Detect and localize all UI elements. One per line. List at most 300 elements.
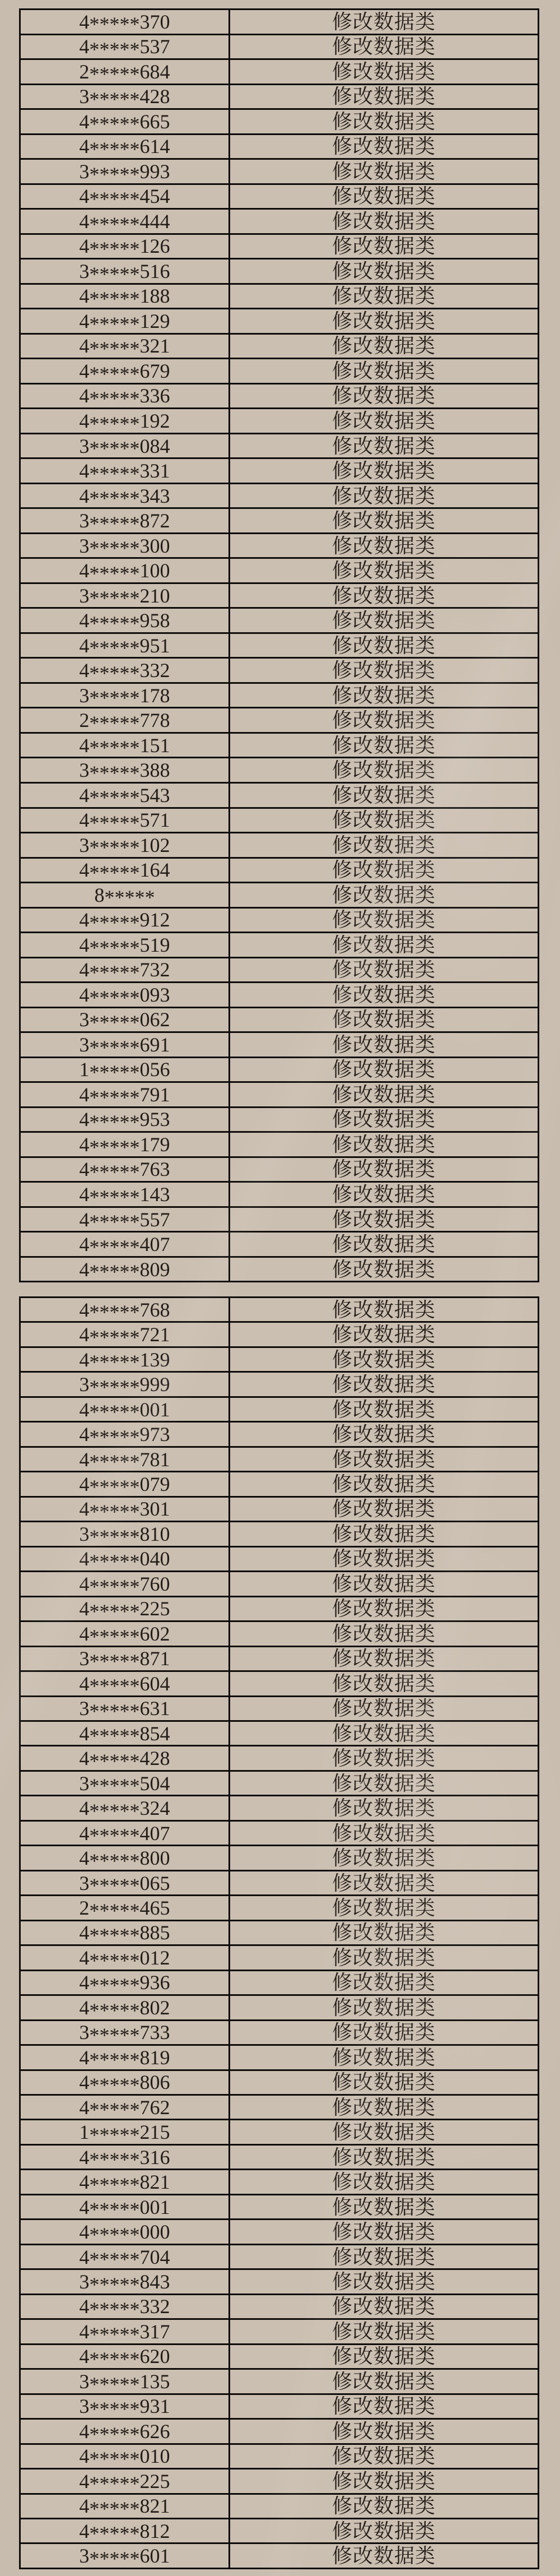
table-row (21, 283, 538, 308)
category-cell: 修改数据类 (228, 2120, 538, 2143)
table-row (21, 2443, 538, 2468)
table-row (21, 2393, 538, 2418)
table-row (21, 1231, 538, 1256)
masked-id-cell: 3 ***** 691 (79, 1033, 170, 1057)
table-row (21, 757, 538, 782)
table-row (21, 158, 538, 183)
table-row (21, 1396, 538, 1421)
table-row (21, 358, 538, 383)
category-cell: 修改数据类 (228, 634, 538, 657)
table-row (21, 308, 538, 333)
masked-id-cell: 3 ***** 210 (79, 584, 170, 608)
table-row (21, 2268, 538, 2293)
table-row (21, 1596, 538, 1620)
category-cell: 修改数据类 (228, 2220, 538, 2243)
category-cell: 修改数据类 (228, 2071, 538, 2094)
category-cell: 修改数据类 (228, 708, 538, 732)
table-row (21, 857, 538, 882)
table-row (21, 557, 538, 582)
category-cell: 修改数据类 (228, 1183, 538, 1206)
table-row (21, 807, 538, 832)
masked-id-cell: 2 ***** 684 (79, 60, 170, 84)
table-row (21, 2493, 538, 2518)
table-row (21, 1695, 538, 1720)
category-cell: 修改数据类 (228, 584, 538, 608)
table-row (21, 532, 538, 558)
masked-id-cell: 4 ***** 768 (79, 1298, 170, 1322)
masked-id-cell: 4 ***** 620 (79, 2345, 170, 2369)
category-cell: 修改数据类 (228, 1647, 538, 1670)
category-cell: 修改数据类 (228, 559, 538, 582)
table-row (21, 2194, 538, 2218)
masked-id-cell: 3 ***** 601 (79, 2545, 170, 2568)
table-row (21, 1031, 538, 1057)
table-row (21, 10, 538, 34)
table-row (21, 457, 538, 483)
category-cell: 修改数据类 (228, 1448, 538, 1471)
masked-id-cell: 3 ***** 102 (79, 833, 170, 857)
masked-id-cell: 4 ***** 854 (79, 1722, 170, 1745)
category-cell: 修改数据类 (228, 2544, 538, 2567)
masked-id-cell: 4 ***** 324 (79, 1797, 170, 1820)
table-row (21, 2244, 538, 2268)
category-cell: 修改数据类 (228, 1348, 538, 1371)
category-cell: 修改数据类 (228, 1158, 538, 1182)
table-row (21, 1795, 538, 1819)
category-cell: 修改数据类 (228, 1133, 538, 1156)
table-row (21, 1131, 538, 1156)
table-row (21, 1920, 538, 1944)
masked-id-cell: 4 ***** 958 (79, 609, 170, 632)
table-row (21, 1944, 538, 1969)
table-row (21, 1970, 538, 1994)
masked-id-cell: 4 ***** 781 (79, 1448, 170, 1471)
table-row (21, 832, 538, 857)
masked-id-cell: 4 ***** 885 (79, 1921, 170, 1945)
category-cell: 修改数据类 (228, 1522, 538, 1545)
masked-id-cell: 4 ***** 139 (79, 1348, 170, 1372)
category-cell: 修改数据类 (228, 160, 538, 183)
category-cell: 修改数据类 (228, 758, 538, 782)
upper-table (19, 8, 539, 1282)
masked-id-cell: 4 ***** 129 (79, 309, 170, 333)
masked-id-cell: 3 ***** 843 (79, 2271, 170, 2294)
category-cell: 修改数据类 (228, 1498, 538, 1521)
table-row (21, 433, 538, 458)
masked-id-cell: 3 ***** 810 (79, 1522, 170, 1546)
table-row (21, 632, 538, 657)
table-row (21, 2518, 538, 2542)
category-cell: 修改数据类 (228, 734, 538, 757)
table-row (21, 732, 538, 757)
category-cell: 修改数据类 (228, 833, 538, 857)
category-cell: 修改数据类 (228, 1058, 538, 1082)
category-cell: 修改数据类 (228, 1622, 538, 1645)
masked-id-cell: 2 ***** 465 (79, 1896, 170, 1920)
masked-id-cell: 4 ***** 093 (79, 983, 170, 1007)
masked-id-cell: 4 ***** 679 (79, 359, 170, 383)
masked-id-cell: 4 ***** 192 (79, 410, 170, 433)
masked-id-cell: 4 ***** 763 (79, 1158, 170, 1182)
table-row (21, 2343, 538, 2368)
table-row (21, 1057, 538, 1082)
category-cell: 修改数据类 (228, 459, 538, 483)
masked-id-cell: 4 ***** 428 (79, 1747, 170, 1770)
category-cell: 修改数据类 (228, 285, 538, 308)
masked-id-cell: 4 ***** 126 (79, 235, 170, 258)
table-row (21, 1081, 538, 1106)
category-cell: 修改数据类 (228, 1722, 538, 1745)
masked-id-cell: 4 ***** 762 (79, 2096, 170, 2119)
category-cell: 修改数据类 (228, 2021, 538, 2044)
category-cell: 修改数据类 (228, 2370, 538, 2393)
masked-id-cell: 4 ***** 557 (79, 1208, 170, 1231)
table-row (21, 582, 538, 608)
category-cell: 修改数据类 (228, 110, 538, 133)
category-cell: 修改数据类 (228, 2495, 538, 2518)
masked-id-cell: 4 ***** 791 (79, 1083, 170, 1106)
table-row (21, 1206, 538, 1231)
table-row (21, 1670, 538, 1695)
masked-id-cell: 4 ***** 225 (79, 2470, 170, 2493)
masked-id-cell: 4 ***** 819 (79, 2046, 170, 2069)
category-cell: 修改数据类 (228, 2046, 538, 2069)
masked-id-cell: 4 ***** 665 (79, 110, 170, 133)
masked-id-cell: 4 ***** 973 (79, 1423, 170, 1446)
masked-id-cell: 3 ***** 178 (79, 684, 170, 707)
masked-id-cell: 4 ***** 001 (79, 1398, 170, 1421)
masked-id-cell: 4 ***** 164 (79, 859, 170, 882)
masked-id-cell: 4 ***** 802 (79, 1996, 170, 2019)
masked-id-cell: 3 ***** 631 (79, 1697, 170, 1720)
table-row (21, 233, 538, 258)
category-cell: 修改数据类 (228, 883, 538, 907)
masked-id-cell: 4 ***** 543 (79, 784, 170, 807)
category-cell: 修改数据类 (228, 1597, 538, 1620)
category-cell: 修改数据类 (228, 1672, 538, 1695)
masked-id-cell: 3 ***** 300 (79, 534, 170, 558)
masked-id-cell: 4 ***** 760 (79, 1572, 170, 1596)
table-row (21, 2418, 538, 2443)
category-cell: 修改数据类 (228, 260, 538, 283)
masked-id-cell: 4 ***** 407 (79, 1822, 170, 1845)
table-row (21, 1371, 538, 1396)
table-row (21, 957, 538, 982)
category-cell: 修改数据类 (228, 384, 538, 408)
category-cell: 修改数据类 (228, 1896, 538, 1919)
category-cell: 修改数据类 (228, 1472, 538, 1495)
category-cell: 修改数据类 (228, 1746, 538, 1769)
masked-id-cell: 3 ***** 388 (79, 759, 170, 782)
masked-id-cell: 3 ***** 733 (79, 2021, 170, 2045)
masked-id-cell: 3 ***** 872 (79, 509, 170, 532)
category-cell: 修改数据类 (228, 484, 538, 508)
table-row (21, 2468, 538, 2492)
table-row (21, 1546, 538, 1570)
table-row (21, 407, 538, 433)
masked-id-cell: 4 ***** 951 (79, 634, 170, 657)
table-row (21, 2542, 538, 2567)
table-row (21, 1446, 538, 1471)
category-cell: 修改数据类 (228, 859, 538, 882)
masked-id-cell: 4 ***** 321 (79, 335, 170, 358)
masked-id-cell: 4 ***** 000 (79, 2221, 170, 2244)
masked-id-cell: 4 ***** 316 (79, 2146, 170, 2169)
masked-id-cell: 3 ***** 428 (79, 85, 170, 109)
category-cell: 修改数据类 (228, 1298, 538, 1321)
category-cell: 修改数据类 (228, 1208, 538, 1231)
masked-id-cell: 4 ***** 179 (79, 1133, 170, 1156)
table-row (21, 333, 538, 358)
category-cell: 修改数据类 (228, 335, 538, 358)
masked-id-cell: 4 ***** 812 (79, 2519, 170, 2543)
category-cell: 修改数据类 (228, 1971, 538, 1994)
category-cell: 修改数据类 (228, 958, 538, 982)
masked-id-cell: 4 ***** 001 (79, 2195, 170, 2219)
table-row (21, 1745, 538, 1769)
category-cell: 修改数据类 (228, 1008, 538, 1032)
category-cell: 修改数据类 (228, 185, 538, 209)
masked-id-cell: 4 ***** 571 (79, 809, 170, 832)
table-row (21, 507, 538, 532)
masked-id-cell: 4 ***** 806 (79, 2071, 170, 2094)
table-row (21, 1421, 538, 1445)
category-cell: 修改数据类 (228, 1846, 538, 1869)
category-cell: 修改数据类 (228, 60, 538, 84)
masked-id-cell: 3 ***** 084 (79, 434, 170, 458)
lower-table (19, 1296, 539, 2569)
masked-id-cell: 4 ***** 225 (79, 1597, 170, 1621)
masked-id-cell: 4 ***** 010 (79, 2445, 170, 2468)
table-row (21, 2044, 538, 2069)
category-cell: 修改数据类 (228, 2345, 538, 2368)
category-cell: 修改数据类 (228, 909, 538, 932)
category-cell: 修改数据类 (228, 2096, 538, 2119)
masked-id-cell: 4 ***** 614 (79, 135, 170, 159)
table-row (21, 1496, 538, 1521)
table-row (21, 1346, 538, 1371)
category-cell: 修改数据类 (228, 509, 538, 532)
table-row (21, 108, 538, 133)
category-cell: 修改数据类 (228, 434, 538, 458)
masked-id-cell: 3 ***** 062 (79, 1008, 170, 1032)
masked-id-cell: 4 ***** 332 (79, 2295, 170, 2319)
masked-id-cell: 4 ***** 721 (79, 1323, 170, 1346)
category-cell: 修改数据类 (228, 1572, 538, 1595)
category-cell: 修改数据类 (228, 2195, 538, 2218)
category-cell: 修改数据类 (228, 1108, 538, 1132)
table-row (21, 682, 538, 707)
table-row (21, 882, 538, 907)
category-cell: 修改数据类 (228, 1083, 538, 1106)
table-row (21, 1620, 538, 1645)
table-row (21, 1646, 538, 1670)
table-row (21, 932, 538, 957)
category-cell: 修改数据类 (228, 1033, 538, 1057)
masked-id-cell: 4 ***** 809 (79, 1258, 170, 1281)
category-cell: 修改数据类 (228, 1323, 538, 1346)
masked-id-cell: 4 ***** 407 (79, 1233, 170, 1256)
category-cell: 修改数据类 (228, 1373, 538, 1396)
category-cell: 修改数据类 (228, 684, 538, 707)
masked-id-cell: 4 ***** 604 (79, 1672, 170, 1695)
category-cell: 修改数据类 (228, 35, 538, 59)
masked-id-cell: 4 ***** 800 (79, 1847, 170, 1870)
table-row (21, 2144, 538, 2169)
category-cell: 修改数据类 (228, 135, 538, 159)
masked-id-cell: 4 ***** 454 (79, 185, 170, 209)
masked-id-cell: 4 ***** 040 (79, 1548, 170, 1571)
masked-id-cell: 4 ***** 912 (79, 909, 170, 932)
table-row (21, 1845, 538, 1869)
category-cell: 修改数据类 (228, 1233, 538, 1256)
masked-id-cell: 4 ***** 602 (79, 1622, 170, 1646)
masked-id-cell: 4 ***** 100 (79, 559, 170, 582)
category-cell: 修改数据类 (228, 2519, 538, 2542)
category-cell: 修改数据类 (228, 784, 538, 807)
table-row (21, 208, 538, 233)
table-row (21, 483, 538, 508)
category-cell: 修改数据类 (228, 2270, 538, 2293)
category-cell: 修改数据类 (228, 2295, 538, 2318)
masked-id-cell: 4 ***** 704 (79, 2245, 170, 2269)
table-row (21, 2368, 538, 2393)
category-cell: 修改数据类 (228, 1772, 538, 1795)
table-row (21, 84, 538, 109)
masked-id-cell: 4 ***** 821 (79, 2171, 170, 2194)
masked-id-cell: 4 ***** 079 (79, 1473, 170, 1496)
masked-id-cell: 4 ***** 444 (79, 210, 170, 233)
table-row (21, 2294, 538, 2318)
table-row (21, 183, 538, 209)
category-cell: 修改数据类 (228, 1996, 538, 2019)
table-row (21, 1570, 538, 1595)
masked-id-cell: 4 ***** 317 (79, 2320, 170, 2343)
table-row (21, 1521, 538, 1545)
table-row (21, 1870, 538, 1894)
table-row (21, 383, 538, 408)
category-cell: 修改数据类 (228, 1697, 538, 1720)
table-row (21, 1181, 538, 1206)
table-row (21, 782, 538, 807)
category-cell: 修改数据类 (228, 2320, 538, 2343)
table-row (21, 2094, 538, 2119)
category-cell: 修改数据类 (228, 409, 538, 433)
table-row (21, 2119, 538, 2143)
masked-id-cell: 3 ***** 871 (79, 1647, 170, 1671)
category-cell: 修改数据类 (228, 2395, 538, 2418)
category-cell: 修改数据类 (228, 1548, 538, 1570)
masked-id-cell: 4 ***** 332 (79, 659, 170, 682)
table-row (21, 1770, 538, 1795)
category-cell: 修改数据类 (228, 309, 538, 333)
masked-id-cell: 1 ***** 056 (79, 1058, 170, 1082)
table-row (21, 1820, 538, 1845)
masked-id-cell: 4 ***** 343 (79, 484, 170, 508)
category-cell: 修改数据类 (228, 534, 538, 558)
category-cell: 修改数据类 (228, 2445, 538, 2468)
masked-id-cell: 4 ***** 331 (79, 460, 170, 483)
table-row (21, 1720, 538, 1745)
table-row (21, 1471, 538, 1495)
category-cell: 修改数据类 (228, 1796, 538, 1819)
category-cell: 修改数据类 (228, 10, 538, 34)
category-cell: 修改数据类 (228, 609, 538, 632)
category-cell: 修改数据类 (228, 1822, 538, 1845)
masked-id-cell: 4 ***** 537 (79, 35, 170, 59)
category-cell: 修改数据类 (228, 2146, 538, 2169)
category-cell: 修改数据类 (228, 235, 538, 258)
masked-id-cell: 3 ***** 931 (79, 2395, 170, 2419)
masked-id-cell: 4 ***** 370 (79, 10, 170, 34)
category-cell: 修改数据类 (228, 1398, 538, 1421)
masked-id-cell: 4 ***** 821 (79, 2495, 170, 2518)
category-cell: 修改数据类 (228, 809, 538, 832)
masked-id-cell: 4 ***** 519 (79, 933, 170, 957)
masked-id-cell: 4 ***** 953 (79, 1108, 170, 1132)
table-row (21, 34, 538, 59)
masked-id-cell: 3 ***** 993 (79, 160, 170, 183)
masked-id-cell: 4 ***** 626 (79, 2420, 170, 2443)
table-row (21, 2218, 538, 2243)
table-row (21, 907, 538, 932)
table-row (21, 133, 538, 159)
category-cell: 修改数据类 (228, 2245, 538, 2268)
category-cell: 修改数据类 (228, 2470, 538, 2492)
table-row (21, 1156, 538, 1182)
table-row (21, 1298, 538, 1321)
category-cell: 修改数据类 (228, 1423, 538, 1445)
masked-id-cell: 4 ***** 336 (79, 384, 170, 408)
masked-id-cell: 3 ***** 516 (79, 260, 170, 283)
table-row (21, 2318, 538, 2343)
table-row (21, 657, 538, 682)
category-cell: 修改数据类 (228, 210, 538, 233)
category-cell: 修改数据类 (228, 2170, 538, 2193)
table-row (21, 1994, 538, 2019)
masked-id-cell: 2 ***** 778 (79, 709, 170, 732)
table-row (21, 58, 538, 84)
table-row (21, 2169, 538, 2193)
table-row (21, 1007, 538, 1032)
category-cell: 修改数据类 (228, 983, 538, 1007)
table-row (21, 981, 538, 1007)
masked-id-cell: 4 ***** 732 (79, 958, 170, 982)
table-row (21, 1106, 538, 1132)
category-cell: 修改数据类 (228, 1258, 538, 1281)
masked-id-cell: 1 ***** 215 (79, 2121, 170, 2144)
table-row (21, 258, 538, 283)
category-cell: 修改数据类 (228, 1946, 538, 1969)
category-cell: 修改数据类 (228, 659, 538, 682)
category-cell: 修改数据类 (228, 1871, 538, 1894)
masked-id-cell: 8 ***** (94, 883, 155, 907)
masked-id-cell: 4 ***** 188 (79, 285, 170, 308)
table-row (21, 1321, 538, 1346)
masked-id-cell: 4 ***** 936 (79, 1971, 170, 1995)
table-row (21, 1256, 538, 1281)
table-row (21, 607, 538, 632)
category-cell: 修改数据类 (228, 1921, 538, 1944)
table-row (21, 1894, 538, 1919)
category-cell: 修改数据类 (228, 359, 538, 383)
table-row (21, 2019, 538, 2044)
masked-id-cell: 4 ***** 151 (79, 734, 170, 757)
category-cell: 修改数据类 (228, 933, 538, 957)
category-cell: 修改数据类 (228, 85, 538, 109)
masked-id-cell: 3 ***** 999 (79, 1373, 170, 1396)
masked-id-cell: 3 ***** 135 (79, 2370, 170, 2393)
